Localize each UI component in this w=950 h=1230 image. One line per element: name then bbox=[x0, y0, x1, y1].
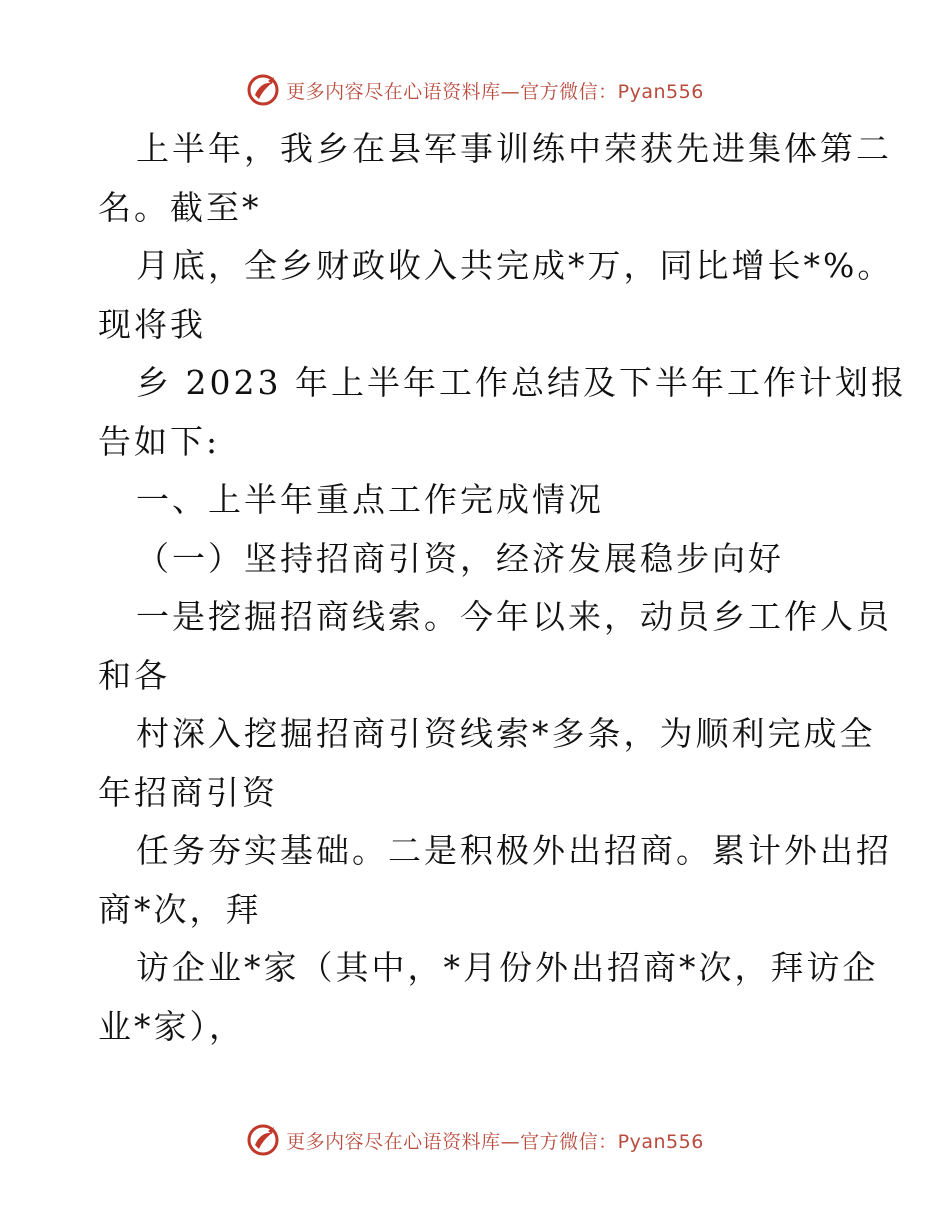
footer-watermark-banner bbox=[0, 1120, 950, 1160]
subsection-heading: （一）坚持招商引资，经济发展稳步向好 bbox=[136, 538, 784, 578]
paragraph-line: 村深入挖掘招商引资线索*多条，为顺利完成全 bbox=[136, 714, 876, 753]
paragraph-line: 一是挖掘招商线索。今年以来，动员乡工作人员 bbox=[136, 597, 892, 636]
paragraph-line: 业*家）， bbox=[98, 1006, 245, 1046]
paragraph-line: 乡 2023 年上半年工作总结及下半年工作计划报 bbox=[136, 363, 907, 402]
paragraph-line: 现将我 bbox=[98, 304, 206, 344]
paragraph-line: 和各 bbox=[98, 655, 170, 695]
banner-text: 更多内容尽在心语资料库—官方微信：Pyan556 bbox=[286, 80, 704, 103]
paragraph-line: 商*次，拜 bbox=[98, 889, 262, 929]
paragraph-line: 告如下: bbox=[98, 421, 221, 461]
document-body bbox=[98, 120, 907, 1056]
header-watermark-banner bbox=[0, 70, 950, 110]
banner-text: 更多内容尽在心语资料库—官方微信：Pyan556 bbox=[286, 1130, 704, 1153]
section-heading: 一、上半年重点工作完成情况 bbox=[136, 480, 604, 519]
brush-stroke-logo-icon bbox=[246, 73, 280, 107]
paragraph-line: 月底，全乡财政收入共完成*万，同比增长*%。 bbox=[136, 246, 894, 285]
paragraph-line: 名。截至* bbox=[98, 187, 262, 227]
paragraph-line: 任务夯实基础。二是积极外出招商。累计外出招 bbox=[136, 831, 892, 870]
paragraph-line: 访企业*家（其中，*月份外出招商*次，拜访企 bbox=[136, 948, 879, 987]
paragraph-line: 上半年，我乡在县军事训练中荣获先进集体第二 bbox=[136, 129, 892, 168]
brush-stroke-logo-icon bbox=[246, 1123, 280, 1157]
paragraph-line: 年招商引资 bbox=[98, 772, 278, 812]
